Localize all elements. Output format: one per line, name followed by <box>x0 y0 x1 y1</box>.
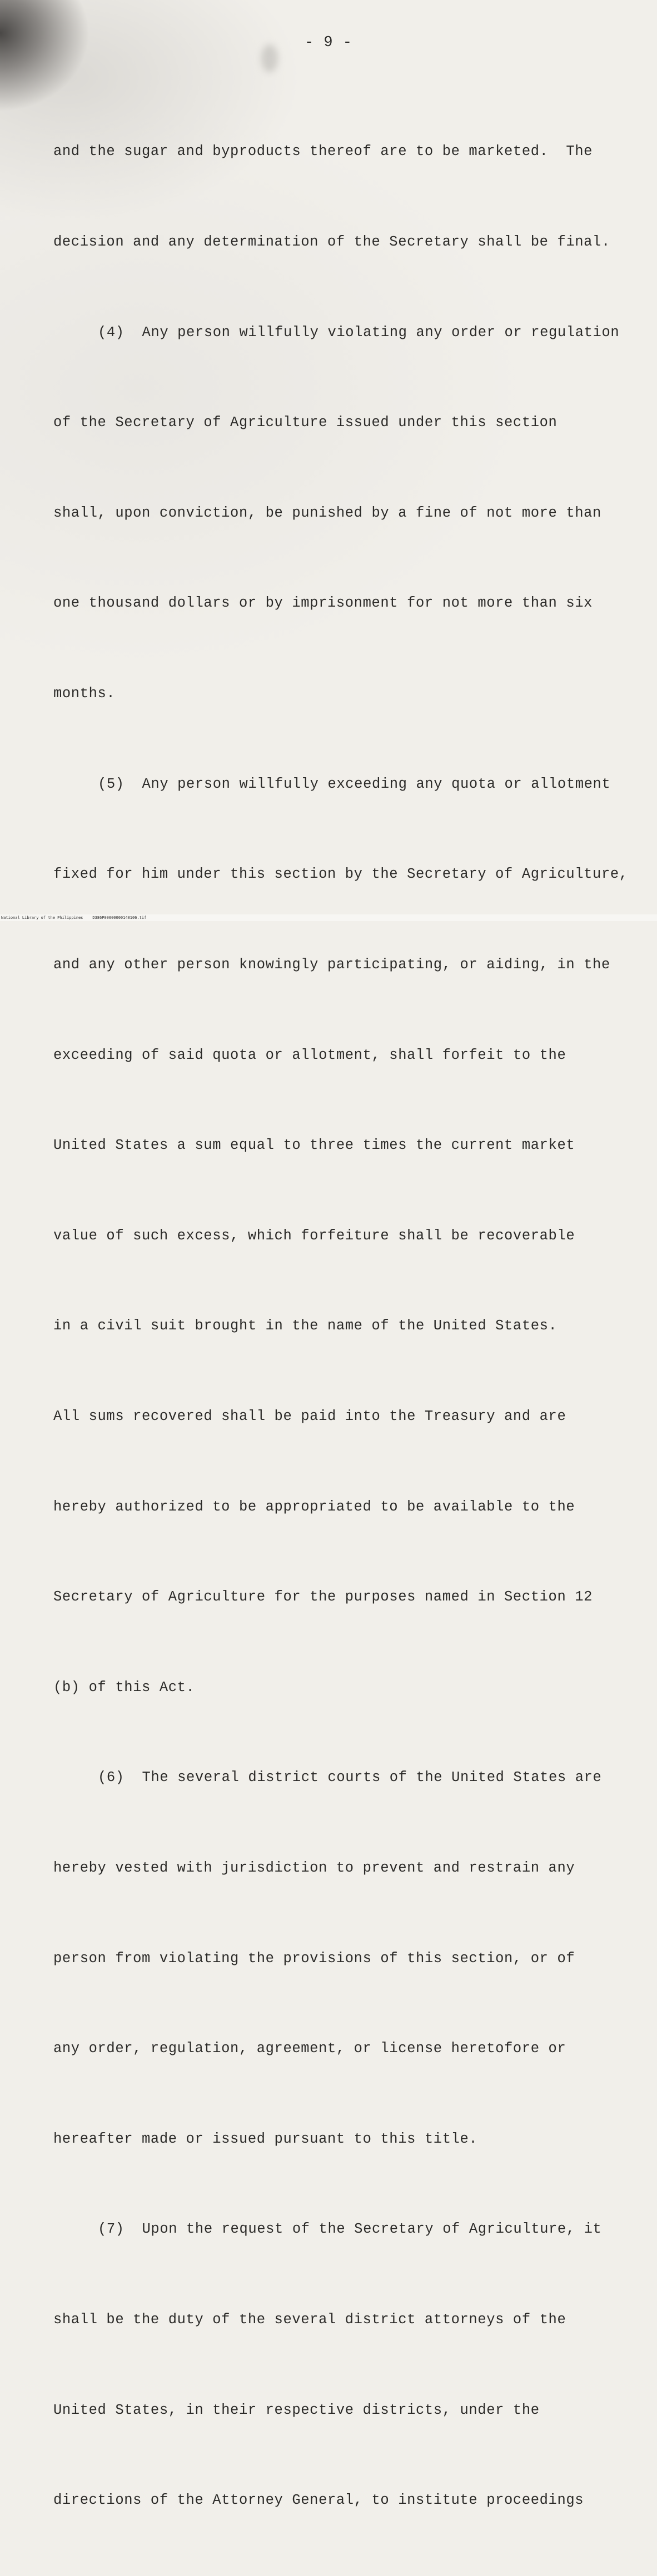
text-line: Secretary of Agriculture for the purposes named in Section 12 <box>53 1589 593 1605</box>
text-line: All sums recovered shall be paid into the Treasury and are <box>53 1408 566 1424</box>
text-line: and the sugar and byproducts thereof are to be marketed. The <box>53 143 593 160</box>
paragraph-4-start: (4) Any person willfully violating any order or regulation <box>98 324 620 341</box>
text-line: shall, upon conviction, be punished by a fine of not more than <box>53 504 601 521</box>
text-line: directions of the Attorney General, to institute proceedings <box>53 2492 584 2509</box>
text-line: and any other person knowingly participating, or aiding, in the <box>53 956 610 973</box>
archive-footer: National Library of the Philippines D386P00000000140106.tif <box>0 914 657 921</box>
text-line: hereby authorized to be appropriated to be available to the <box>53 1498 575 1515</box>
text-line: in a civil suit brought in the name of the United States. <box>53 1318 558 1334</box>
text-line: (b) of this Act. <box>53 1679 195 1695</box>
text-line: fixed for him under this section by the Secretary of Agriculture, <box>53 866 628 883</box>
paragraph-5-start: (5) Any person willfully exceeding any quota or allotment <box>98 776 611 792</box>
text-line: hereafter made or issued pursuant to this title. <box>53 2130 478 2147</box>
text-line: hereby vested with jurisdiction to prevent and restrain any <box>53 1859 575 1876</box>
document-body <box>53 77 643 2576</box>
paragraph-6-start: (6) The several district courts of the United States are <box>98 1769 602 1786</box>
text-line: United States, in their respective districts, under the <box>53 2402 540 2418</box>
text-line: of the Secretary of Agriculture issued under this section <box>53 414 558 431</box>
page-number: - 9 - <box>304 34 352 51</box>
text-line: United States a sum equal to three times the current market <box>53 1137 575 1154</box>
text-line: decision and any determination of the Secretary shall be final. <box>53 234 610 251</box>
text-line: shall be the duty of the several district attorneys of the <box>53 2312 566 2328</box>
text-line: value of such excess, which forfeiture shall be recoverable <box>53 1227 575 1244</box>
text-line: exceeding of said quota or allotment, shall forfeit to the <box>53 1047 566 1063</box>
text-line: person from violating the provisions of this section, or of <box>53 1950 575 1967</box>
text-line: any order, regulation, agreement, or license heretofore or <box>53 2040 566 2057</box>
text-line: one thousand dollars or by imprisonment for not more than six <box>53 595 593 612</box>
paragraph-7-start: (7) Upon the request of the Secretary of Agriculture, it <box>98 2221 602 2238</box>
text-line: months. <box>53 686 116 702</box>
